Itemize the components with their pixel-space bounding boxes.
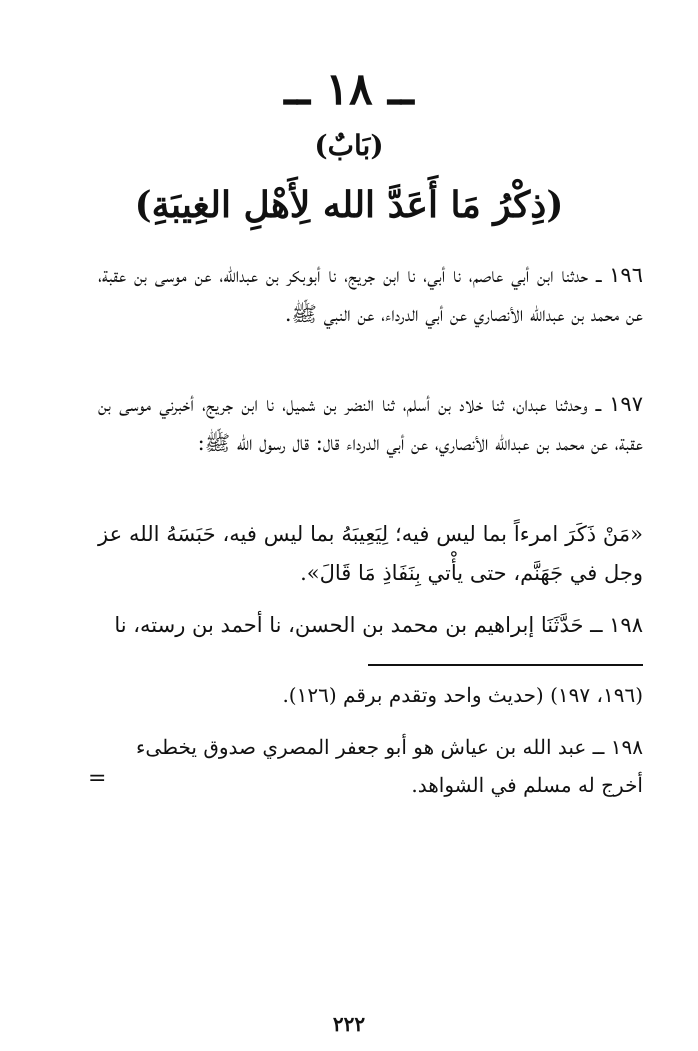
chapter-label: (بَابٌ) xyxy=(314,129,384,162)
footnote-198: ١٩٨ ــ عبد الله بن عياش هو أبو جعفر المصري صدوق يخطىء أخرج له مسلم في الشواهد. xyxy=(136,735,643,797)
footnote-divider xyxy=(368,664,643,666)
chapter-heading: (ذِكْرُ مَا أَعَدَّ الله لِأَهْلِ الغِيبَةِ) xyxy=(134,184,564,226)
hadith-quote: «مَنْ ذَكَرَ امرءاً بما ليس فيه؛ لِيَعِيبَهُ بما ليس فيه، حَبَسَهُ الله عز وجل في جَهَنَّم، حتى يأْتي بِنَفَاذِ مَا قَالَ». xyxy=(98,522,643,585)
hadith-197: ١٩٧ ــ وحدثنا عبدان، ثنا خلاد بن أسلم، ثنا النضر بن شميل، نا ابن جريج، أخبرني موسى بن عقبة، عن محمد بن عبدالله الأنصاري، عن أبي الدرداء قال: قال رسول الله ﷺ: xyxy=(98,392,643,455)
page-number-footer: ٢٢٢ xyxy=(332,1012,366,1036)
hadith-196: ١٩٦ ــ حدثنا ابن أبي عاصم، نا أبي، نا ابن جريج، نا أبوبكر بن عبدالله، عن موسى بن عقبة، عن محمد بن عبدالله الأنصاري عن أبي الدرداء، عن النبي ﷺ. xyxy=(98,263,643,326)
footnote-196-197: (١٩٦، ١٩٧) (حديث واحد وتقدم برقم (١٢٦). xyxy=(282,683,643,707)
page-number-header: ــ ١٨ ــ xyxy=(284,64,414,115)
hadith-198: ١٩٨ ــ حَدَّثَنَا إبراهيم بن محمد بن الحسن، نا أحمد بن رسته، نا xyxy=(114,613,643,637)
continuation-mark: = xyxy=(88,766,107,791)
